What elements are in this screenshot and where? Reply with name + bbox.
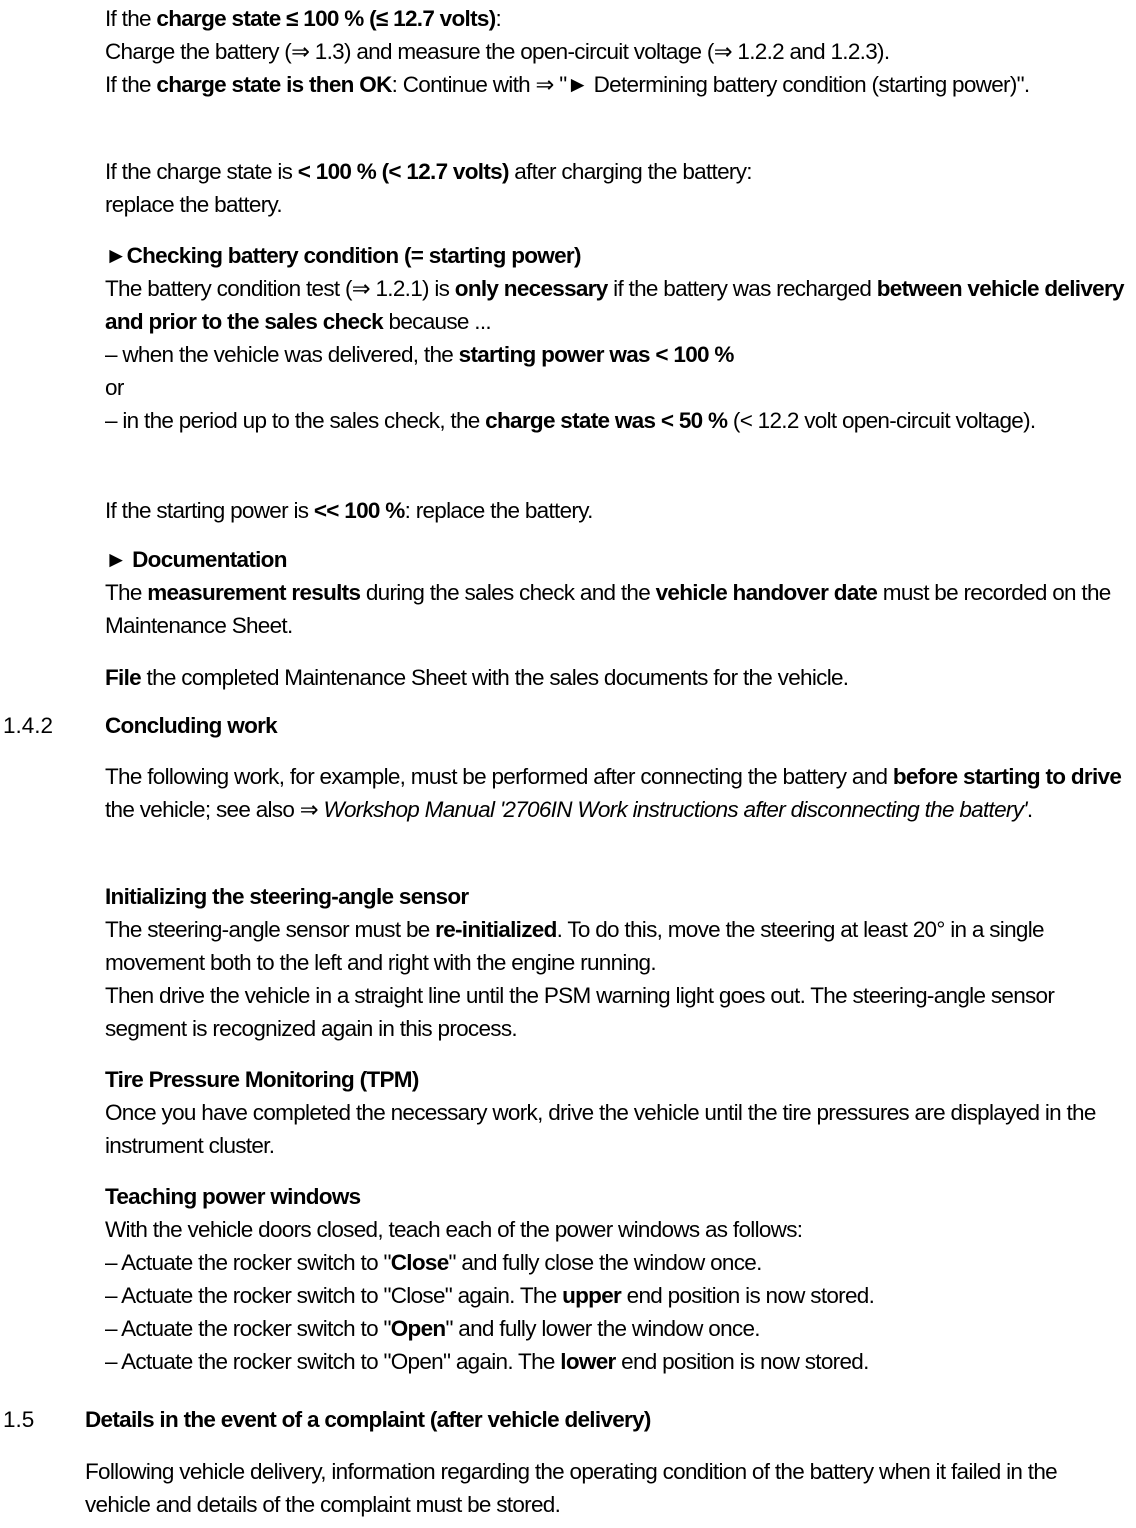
upper-bold: upper	[562, 1283, 622, 1308]
text: If the	[105, 72, 157, 97]
steering-sensor-heading: Initializing the steering-angle sensor	[105, 884, 469, 909]
file-bold: File	[105, 665, 141, 690]
documentation-paragraph	[105, 576, 1127, 642]
section-number-1-5: 1.5	[3, 1407, 35, 1432]
complaint-paragraph: Following vehicle delivery, information regarding the operating condition of the battery when it failed in the vehicle and details of the complaint must be stored.	[85, 1459, 1057, 1517]
section-title-concluding-work: Concluding work	[105, 713, 277, 738]
workshop-manual-reference: Workshop Manual '2706IN Work instructions after disconnecting the battery'	[323, 797, 1027, 822]
text: during the sales check and the	[360, 580, 656, 605]
section-number-1-4-2: 1.4.2	[3, 713, 54, 738]
text: – Actuate the rocker switch to "Open" again. The	[105, 1349, 561, 1374]
text: the completed Maintenance Sheet with the sales documents for the vehicle.	[140, 665, 849, 690]
charge-state-line	[105, 2, 1127, 35]
file-line	[105, 661, 1127, 694]
text: if the battery was recharged	[607, 276, 877, 301]
text: If the	[105, 6, 157, 31]
reinitialized-bold: re-initialized	[435, 917, 557, 942]
only-necessary-bold: only necessary	[454, 276, 608, 301]
text: " and fully close the window once.	[448, 1250, 762, 1275]
starting-power-value-bold: << 100 %	[313, 498, 405, 523]
text: the vehicle; see also ⇒	[105, 797, 324, 822]
close-bold: Close	[390, 1250, 449, 1275]
power-windows-intro: With the vehicle doors closed, teach each of the power windows as follows:	[105, 1217, 803, 1242]
steering-sensor-paragraph-2: Then drive the vehicle in a straight line until the PSM warning light goes out. The steering-angle sensor segment is recognized again in this process.	[105, 983, 1055, 1041]
starting-power-line	[105, 494, 1127, 527]
after-charge-block	[105, 155, 1127, 221]
after-charge-bold: < 100 % (< 12.7 volts)	[297, 159, 509, 184]
power-windows-block	[105, 1180, 1127, 1378]
text: (< 12.2 volt open-circuit voltage).	[727, 408, 1036, 433]
window-step-1	[105, 1246, 1127, 1279]
text: If the charge state is	[105, 159, 298, 184]
charge-state-block	[105, 2, 1127, 101]
text: end position is now stored.	[621, 1283, 875, 1308]
before-driving-bold: before starting to drive	[892, 764, 1122, 789]
charge-ok-line	[105, 68, 1127, 101]
window-step-3	[105, 1312, 1127, 1345]
documentation-block	[105, 543, 1127, 642]
charge-state-50-bold: charge state was < 50 %	[485, 408, 728, 433]
charge-instruction-line: Charge the battery (⇒ 1.3) and measure the open-circuit voltage (⇒ 1.2.2 and 1.2.3).	[105, 39, 890, 64]
battery-condition-heading: ►Checking battery condition (= starting power)	[105, 243, 581, 268]
text: .	[1026, 797, 1033, 822]
text: The battery condition test (⇒ 1.2.1) is	[105, 276, 455, 301]
after-charge-line	[105, 155, 1127, 188]
window-step-2	[105, 1279, 1127, 1312]
battery-condition-block	[105, 239, 1127, 437]
complaint-block	[85, 1455, 1095, 1521]
text: end position is now stored.	[615, 1349, 869, 1374]
starting-power-block	[105, 494, 1127, 527]
following-work-block	[105, 760, 1127, 826]
section-title-complaint: Details in the event of a complaint (after vehicle delivery)	[85, 1407, 651, 1432]
text: after charging the battery:	[508, 159, 752, 184]
text: The steering-angle sensor must be	[105, 917, 436, 942]
text: The following work, for example, must be performed after connecting the battery and	[105, 764, 893, 789]
text: – Actuate the rocker switch to "Close" again. The	[105, 1283, 563, 1308]
window-step-4	[105, 1345, 1127, 1378]
replace-battery-line: replace the battery.	[105, 192, 282, 217]
text: because ...	[383, 309, 491, 334]
tpm-heading: Tire Pressure Monitoring (TPM)	[105, 1067, 419, 1092]
measurement-results-bold: measurement results	[147, 580, 361, 605]
battery-condition-paragraph	[105, 272, 1127, 338]
power-windows-heading: Teaching power windows	[105, 1184, 361, 1209]
documentation-heading: ► Documentation	[105, 547, 287, 572]
text: The	[105, 580, 148, 605]
condition-bullet-2	[105, 404, 1127, 437]
condition-bullet-1	[105, 338, 1127, 371]
text: must be recorded on the Maintenance Sheet.	[105, 580, 1111, 638]
between-delivery-bold: between vehicle delivery and prior to the sales check	[105, 276, 1124, 334]
handover-date-bold: vehicle handover date	[655, 580, 878, 605]
charge-ok-bold: charge state is then OK	[156, 72, 392, 97]
text: – in the period up to the sales check, the	[105, 408, 486, 433]
text: – Actuate the rocker switch to "	[105, 1316, 391, 1341]
charge-state-bold: charge state ≤ 100 % (≤ 12.7 volts)	[156, 6, 496, 31]
text: : replace the battery.	[404, 498, 593, 523]
starting-power-bold: starting power was < 100 %	[458, 342, 734, 367]
text: . To do this, move the steering at least 20° in a single movement both to the left and right with the engine running.	[105, 917, 1044, 975]
steering-sensor-block	[105, 880, 1127, 1045]
tpm-paragraph: Once you have completed the necessary work, drive the vehicle until the tire pressures are displayed in the instrument cluster.	[105, 1100, 1096, 1158]
text: – Actuate the rocker switch to "	[105, 1250, 391, 1275]
text: " and fully lower the window once.	[445, 1316, 760, 1341]
or-line: or	[105, 375, 124, 400]
text: :	[495, 6, 502, 31]
following-work-paragraph	[105, 760, 1127, 826]
lower-bold: lower	[560, 1349, 616, 1374]
text: : Continue with ⇒ "► Determining battery condition (starting power)".	[391, 72, 1030, 97]
steering-sensor-paragraph-1	[105, 913, 1127, 979]
text: – when the vehicle was delivered, the	[105, 342, 459, 367]
open-bold: Open	[390, 1316, 446, 1341]
text: If the starting power is	[105, 498, 314, 523]
file-block	[105, 661, 1127, 694]
tpm-block	[105, 1063, 1127, 1162]
